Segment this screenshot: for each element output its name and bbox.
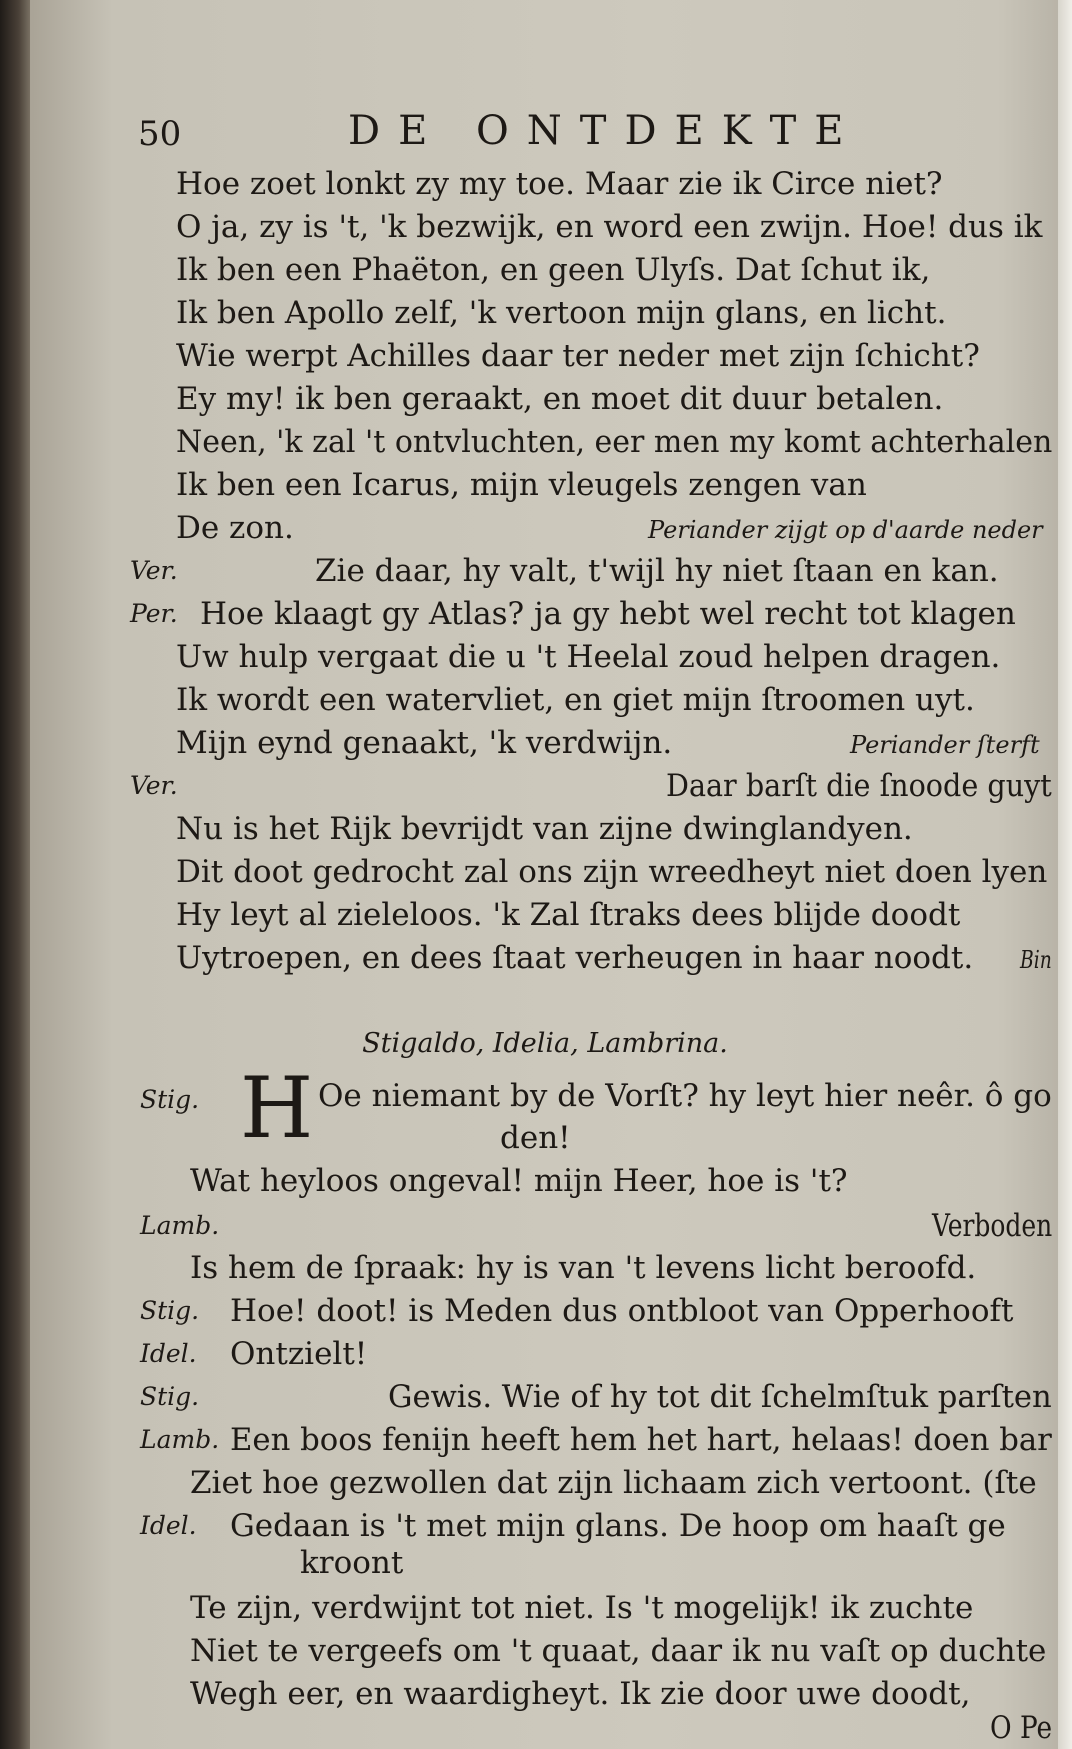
verse-line: Ik ben een Icarus, mijn vleugels zengen van <box>176 467 867 503</box>
verse-line: Ey my! ik ben geraakt, en moet dit duur betalen. <box>176 381 944 417</box>
speaker-label: Idel. <box>140 1511 197 1540</box>
verse-line: Nu is het Rijk bevrijdt van zijne dwinglandyen. <box>176 811 913 847</box>
speaker-label: Stig. <box>140 1382 200 1411</box>
stage-direction: Periander zijgt op d'aarde neder <box>648 516 1043 544</box>
verse-line: Ik wordt een watervliet, en giet mijn ſtroomen uyt. <box>176 682 975 718</box>
verse-line: Wegh eer, en waardigheyt. Ik zie door uwe doodt, <box>190 1676 971 1712</box>
verse-line: Uw hulp vergaat die u 't Heelal zoud helpen dragen. <box>176 639 1001 675</box>
verse-line: Wie werpt Achilles daar ter neder met zijn ſchicht? <box>176 338 980 374</box>
running-title: DE ONTDEKTE <box>348 108 862 154</box>
verse-line: den! <box>500 1120 571 1156</box>
page-number: 50 <box>138 114 182 154</box>
page-header <box>30 108 1060 160</box>
verse-line: Hy leyt al zieleloos. 'k Zal ſtraks dees blijde doodt <box>176 897 961 933</box>
drop-cap: H <box>240 1059 314 1157</box>
verse-line: Hoe! doot! is Meden dus ontbloot van Opperhooft <box>230 1293 1014 1329</box>
speaker-label: Per. <box>130 599 178 628</box>
verse-line: Verboden <box>932 1208 1053 1244</box>
verse-line: Ik ben een Phaëton, en geen Ulyſs. Dat ſchut ik, <box>176 252 931 288</box>
speaker-label: Ver. <box>130 556 178 585</box>
verse-line: Hoe zoet lonkt zy my toe. Maar zie ik Circe niet? <box>176 166 943 202</box>
verse-line: O ja, zy is 't, 'k bezwijk, en word een zwijn. Hoe! dus ik <box>176 209 1043 245</box>
verse-line: Niet te vergeefs om 't quaat, daar ik nu vaſt op duchte <box>190 1633 1047 1669</box>
verse-line: Uytroepen, en dees ſtaat verheugen in haar noodt. <box>176 940 974 976</box>
speaker-label: Lamb. <box>140 1211 220 1240</box>
speaker-label: Ver. <box>130 771 178 800</box>
verse-line: Een boos fenijn heeft hem het hart, helaas! doen bar <box>230 1422 1052 1458</box>
verse-line: Dit doot gedrocht zal ons zijn wreedheyt niet doen lyen <box>176 854 1048 890</box>
verse-line: Zie daar, hy valt, t'wijl hy niet ſtaan en kan. <box>315 553 999 589</box>
verse-line: Ontzielt! <box>230 1336 368 1372</box>
page-edge <box>1058 0 1072 1749</box>
verse-line: Ik ben Apollo zelf, 'k vertoon mijn glans, en licht. <box>176 295 947 331</box>
scene-heading: Stigaldo, Idelia, Lambrina. <box>362 1028 728 1059</box>
verse-line: Hoe klaagt gy Atlas? ja gy hebt wel recht tot klagen <box>200 596 1016 632</box>
stage-direction: Bin <box>1020 946 1052 974</box>
book-gutter <box>0 0 34 1749</box>
verse-line: Te zijn, verdwijnt tot niet. Is 't mogelijk! ik zuchte <box>190 1590 974 1626</box>
verse-line: Gedaan is 't met mijn glans. De hoop om haaſt ge <box>230 1508 1006 1544</box>
verse-line: Wat heyloos ongeval! mijn Heer, hoe is 't? <box>190 1163 848 1199</box>
verse-line: Gewis. Wie of hy tot dit ſchelmſtuk parſten <box>388 1379 1052 1415</box>
verse-line: De zon. <box>176 510 294 546</box>
verse-line: Neen, 'k zal 't ontvluchten, eer men my komt achterhalen <box>176 424 1053 460</box>
catchword: O Pe <box>990 1710 1053 1746</box>
verse-line: kroont <box>300 1545 404 1581</box>
speaker-label: Idel. <box>140 1339 197 1368</box>
verse-line: Oe niemant by de Vorſt? hy leyt hier neêr. ô go <box>318 1078 1052 1114</box>
verse-line: Daar barſt die ſnoode guyt <box>666 768 1052 804</box>
speaker-label: Stig. <box>140 1085 200 1114</box>
verse-line: Ziet hoe gezwollen dat zijn lichaam zich vertoont. (ſte <box>190 1465 1037 1501</box>
verse-line: Is hem de ſpraak: hy is van 't levens licht beroofd. <box>190 1250 977 1286</box>
verse-line: Mijn eynd genaakt, 'k verdwijn. <box>176 725 673 761</box>
speaker-label: Stig. <box>140 1296 200 1325</box>
stage-direction: Periander ſterft <box>850 731 1040 759</box>
book-page <box>30 0 1060 1749</box>
speaker-label: Lamb. <box>140 1425 220 1454</box>
